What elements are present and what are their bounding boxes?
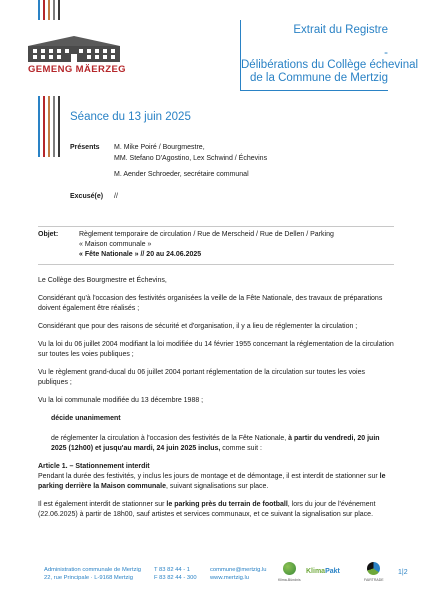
- deliberation-body: [38, 276, 394, 528]
- present-line: M. Mike Poiré / Bourgmestre,: [114, 144, 205, 151]
- paragraph: Vu le règlement grand-ducal du 06 juillet 2004 portant réglementation de la circulation sur toutes les voies publiques ;: [38, 369, 365, 386]
- register-title: Extrait du Registre: [293, 24, 388, 36]
- paragraph: Considérant que pour des raisons de sécurité et d'organisation, il y a lieu de réglementer la circulation ;: [38, 323, 358, 330]
- stripe: [53, 0, 55, 20]
- register-header: [240, 20, 419, 91]
- subject-line-bold: « Fête Nationale » // 20 au 24.06.2025: [79, 251, 202, 258]
- register-subtitle-line1: Délibérations du Collège échevinal: [241, 59, 419, 71]
- subject-line: Règlement temporaire de circulation / Rue de Merscheid / Rue de Dellen / Parking: [79, 231, 334, 238]
- klima-buendnis-logo: Klima-Bündnis: [278, 562, 301, 584]
- subject-line: « Maison communale »: [79, 241, 152, 248]
- stripe: [38, 96, 40, 157]
- excused-label: Excusé(e): [70, 192, 104, 200]
- subject-divider: [38, 264, 394, 265]
- stripe: [43, 0, 45, 20]
- klimapakt-logo: KlimaPakt: [306, 568, 340, 575]
- paragraph: Vu la loi communale modifiée du 13 décembre 1988 ;: [38, 397, 204, 404]
- paragraph: Vu la loi du 06 juillet 2004 modifiant la loi modifiée du 14 février 1955 concernant la réglementation de la circulation sur toutes les voies publiques ;: [38, 341, 394, 358]
- stripe: [38, 0, 40, 20]
- fairtrade-icon: [367, 562, 380, 575]
- article-title: Article 1. – Stationnement interdit: [38, 463, 150, 470]
- decorative-stripes-side: [38, 96, 60, 157]
- decision-heading: décide unanimement: [51, 415, 121, 422]
- footer-address: 22, rue Principale · L-9168 Mertzig: [44, 575, 133, 581]
- page-number: 1|2: [398, 569, 408, 576]
- present-line: M. Aender Schroeder, secrétaire communal: [114, 171, 249, 178]
- present-label: Présents: [70, 144, 100, 151]
- decorative-stripes-top: [38, 0, 60, 20]
- register-subtitle-line2: de la Commune de Mertzig: [249, 71, 388, 84]
- footer-phone: T 83 82 44 - 1: [154, 567, 190, 573]
- paragraph: Considérant qu'à l'occasion des festivités organisées la veille de la Fête Nationale, des travaux de préparations doivent également être réalisés ;: [38, 295, 383, 312]
- stripe: [43, 96, 45, 157]
- globe-icon: [283, 562, 296, 575]
- present-line: MM. Stefano D'Agostino, Lex Schwind / Échevins: [114, 154, 268, 162]
- subject-label: Objet:: [38, 231, 59, 238]
- article-paragraph: Il est également interdit de stationner sur le parking près du terrain de football, lors du jour de l'événement (22.06.2025) à partir de 18h00, sauf artistes et services communaux, et ce suivant la signalisation sur place.: [38, 501, 376, 518]
- municipality-name: GEMENG MÄERZEG: [28, 64, 126, 75]
- municipality-logo: [28, 36, 126, 75]
- footer-email[interactable]: commune@mertzig.lu: [210, 567, 267, 573]
- register-separator: -: [384, 46, 388, 59]
- excused-value: //: [114, 192, 118, 200]
- town-hall-icon: [28, 36, 120, 62]
- stripe: [48, 96, 50, 157]
- article-paragraph: Pendant la durée des festivités, y inclus les jours de montage et de démontage, il est interdit de stationner sur le parking derrière la Maison communale, suivant signalisations sur place.: [38, 473, 386, 490]
- footer-fax: F 83 82 44 - 300: [154, 575, 197, 581]
- stripe: [53, 96, 55, 157]
- session-date: Séance du 13 juin 2025: [70, 111, 191, 123]
- paragraph: Le Collège des Bourgmestre et Échevins,: [38, 277, 167, 284]
- stripe: [58, 96, 60, 157]
- stripe: [58, 0, 60, 20]
- attendance-block: [70, 143, 267, 202]
- footer-website[interactable]: www.mertzig.lu: [210, 575, 249, 581]
- footer-admin: Administration communale de Mertzig: [44, 567, 141, 573]
- subject-block: [38, 226, 394, 260]
- decision-paragraph: de réglementer la circulation à l'occasion des festivités de la Fête Nationale, à partir du vendredi, 20 juin 2025 (12h00) et jusqu'au mardi, 24 juin 2025 inclus, comme suit :: [51, 435, 380, 452]
- stripe: [48, 0, 50, 20]
- fairtrade-logo: FAIRTRADE: [364, 562, 384, 584]
